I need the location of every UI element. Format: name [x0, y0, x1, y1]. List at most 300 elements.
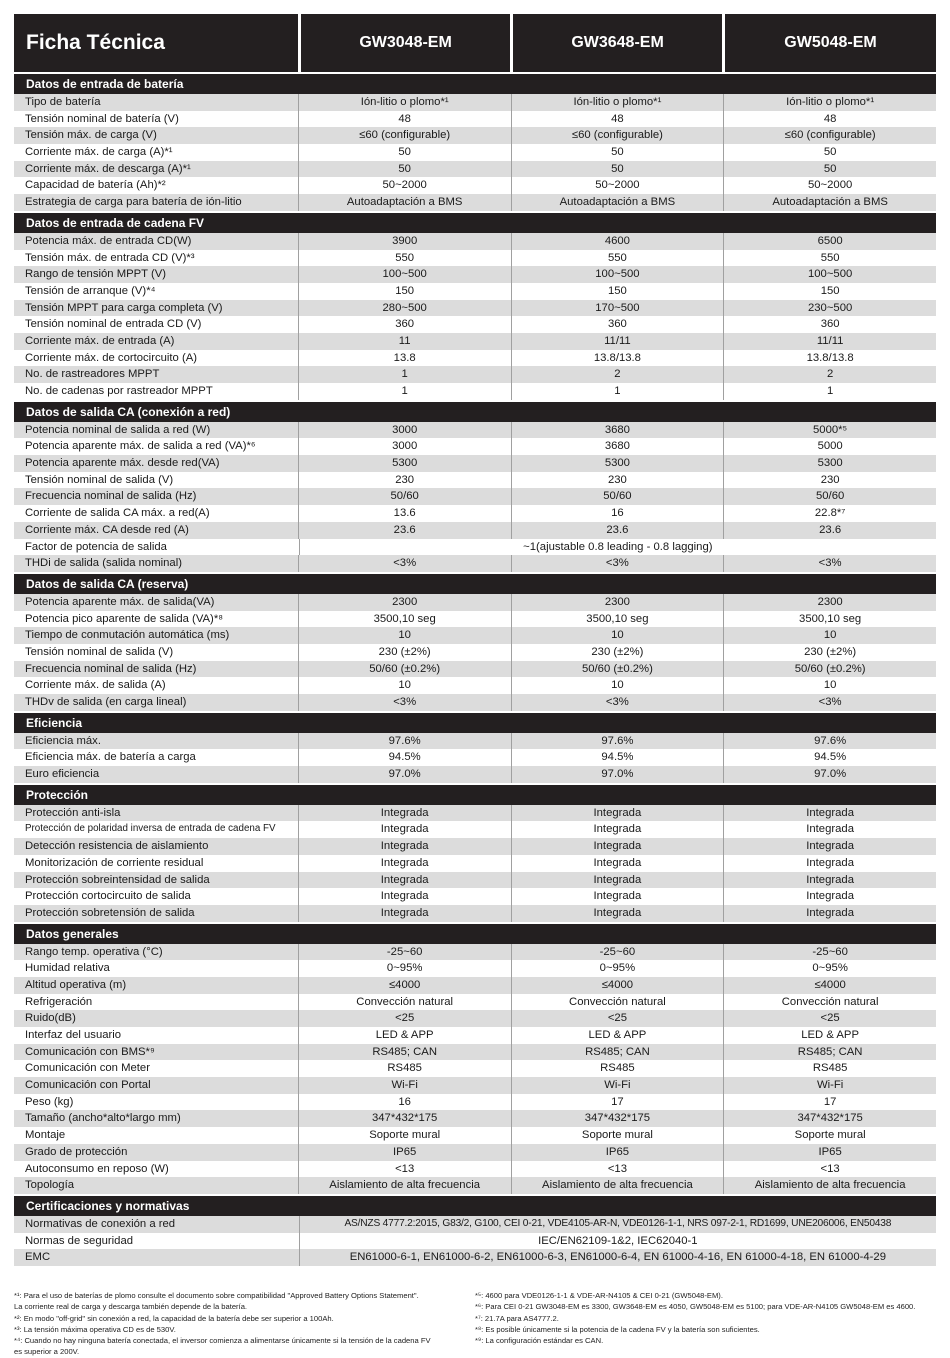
table-row — [14, 1161, 936, 1178]
row-label: Tamaño (ancho*alto*largo mm) — [25, 1112, 181, 1125]
row-value: Integrada — [723, 872, 936, 889]
table-row — [14, 627, 936, 644]
row-label: Topología — [25, 1179, 74, 1192]
row-label: Normas de seguridad — [25, 1234, 134, 1247]
row-value: 100~500 — [298, 266, 511, 283]
row-value: 97.0% — [511, 766, 724, 783]
table-row — [14, 644, 936, 661]
row-label: Corriente de salida CA máx. a red(A) — [25, 507, 210, 520]
row-value: 1 — [511, 383, 724, 400]
row-value: -25~60 — [511, 944, 724, 961]
row-label: Tensión nominal de batería (V) — [25, 112, 179, 125]
row-value: Ión-litio o plomo*¹ — [298, 94, 511, 111]
row-value: <25 — [511, 1010, 724, 1027]
section-header: Certificaciones y normativas — [14, 1196, 936, 1216]
table-row — [14, 283, 936, 300]
row-value: 2300 — [298, 594, 511, 611]
row-value: 550 — [511, 250, 724, 267]
row-value: Wi-Fi — [723, 1077, 936, 1094]
row-value: 3000 — [298, 438, 511, 455]
row-label: Montaje — [25, 1129, 66, 1142]
table-row — [14, 250, 936, 267]
row-label: Tensión MPPT para carga completa (V) — [25, 301, 223, 314]
row-label: Potencia pico aparente de salida (VA)*⁸ — [25, 612, 223, 625]
row-label: Protección sobretensión de salida — [25, 906, 195, 919]
table-row — [14, 977, 936, 994]
row-value: 97.0% — [298, 766, 511, 783]
table-row — [14, 1094, 936, 1111]
row-value: 50 — [298, 144, 511, 161]
row-value: 1 — [298, 383, 511, 400]
row-value: 2 — [511, 366, 724, 383]
row-value: <3% — [723, 694, 936, 711]
row-value: Integrada — [723, 821, 936, 838]
table-row — [14, 960, 936, 977]
row-value: IP65 — [723, 1144, 936, 1161]
row-value: 13.8 — [298, 350, 511, 367]
row-label: Rango temp. operativa (°C) — [25, 945, 163, 958]
footnote: *⁸: Es posible únicamente si la potencia de la cadena FV y la batería son suficientes. — [475, 1324, 760, 1334]
table-row — [14, 333, 936, 350]
footnote: es superior a 200V. — [14, 1347, 80, 1357]
row-value: 50 — [511, 144, 724, 161]
row-value: Integrada — [723, 838, 936, 855]
row-value: <3% — [298, 694, 511, 711]
table-row — [14, 1177, 936, 1194]
row-value: 150 — [723, 283, 936, 300]
row-value: Ión-litio o plomo*¹ — [723, 94, 936, 111]
row-label: Potencia máx. de entrada CD(W) — [25, 234, 192, 247]
table-row — [14, 1060, 936, 1077]
model-header-3: GW5048-EM — [722, 14, 936, 72]
row-label: Corriente máx. de salida (A) — [25, 679, 166, 692]
table-row — [14, 821, 936, 838]
table-row — [14, 94, 936, 111]
row-value: <3% — [298, 555, 511, 572]
table-row — [14, 1249, 936, 1266]
row-value: IP65 — [511, 1144, 724, 1161]
row-value: <3% — [723, 555, 936, 572]
row-value: 16 — [298, 1094, 511, 1111]
row-label: Altitud operativa (m) — [25, 978, 127, 991]
table-row — [14, 1110, 936, 1127]
row-label: Corriente máx. de cortocircuito (A) — [25, 351, 198, 364]
row-value: 10 — [723, 627, 936, 644]
table-row — [14, 555, 936, 572]
row-value: 6500 — [723, 233, 936, 250]
row-value: 48 — [511, 111, 724, 128]
row-label: Tipo de batería — [25, 96, 101, 108]
table-row — [14, 905, 936, 922]
table-row — [14, 1127, 936, 1144]
row-label: Potencia aparente máx. de salida(VA) — [25, 595, 215, 608]
row-value: -25~60 — [298, 944, 511, 961]
table-row — [14, 144, 936, 161]
row-value: Autoadaptación a BMS — [723, 194, 936, 211]
row-value: <13 — [298, 1161, 511, 1178]
section-header: Datos de salida CA (reserva) — [14, 574, 936, 594]
row-value: 4600 — [511, 233, 724, 250]
row-value: 10 — [511, 627, 724, 644]
row-value: 48 — [298, 111, 511, 128]
row-value: 97.0% — [723, 766, 936, 783]
row-value: Integrada — [511, 855, 724, 872]
row-value: 50/60 (±0.2%) — [511, 661, 724, 678]
row-value-merged: EN61000-6-1, EN61000-6-2, EN61000-6-3, EN61000-6-4, EN 61000-4-16, EN 61000-4-18, EN 61000-4-29 — [299, 1249, 936, 1266]
row-value: 5000*⁵ — [723, 422, 936, 439]
row-value: Ión-litio o plomo*¹ — [511, 94, 724, 111]
row-label: No. de rastreadores MPPT — [25, 368, 160, 381]
row-label: Corriente máx. de entrada (A) — [25, 334, 175, 347]
table-row — [14, 438, 936, 455]
row-value: 5300 — [511, 455, 724, 472]
row-value: 150 — [511, 283, 724, 300]
row-value: 94.5% — [511, 749, 724, 766]
table-row — [14, 194, 936, 211]
row-value: <13 — [723, 1161, 936, 1178]
row-value: RS485; CAN — [723, 1044, 936, 1061]
section-header: Protección — [14, 785, 936, 805]
row-value: 550 — [723, 250, 936, 267]
row-value: 347*432*175 — [298, 1110, 511, 1127]
row-label: Corriente máx. CA desde red (A) — [25, 523, 189, 536]
table-row — [14, 1044, 936, 1061]
row-value: <25 — [298, 1010, 511, 1027]
page-title: Ficha Técnica — [26, 31, 165, 54]
table-row — [14, 1144, 936, 1161]
footnote: *¹: Para el uso de baterías de plomo consulte el documento sobre compatibilidad "Approved Battery Options Statement". — [14, 1291, 419, 1300]
table-row — [14, 522, 936, 539]
row-label: Eficiencia máx. de batería a carga — [25, 751, 196, 764]
table-row — [14, 455, 936, 472]
row-value: 100~500 — [511, 266, 724, 283]
table-header — [14, 14, 936, 72]
table-row — [14, 838, 936, 855]
row-value: 10 — [298, 677, 511, 694]
row-label: Protección de polaridad inversa de entrada de cadena FV — [25, 823, 276, 835]
row-value: ≤60 (configurable) — [511, 127, 724, 144]
row-label: Tensión nominal de entrada CD (V) — [25, 318, 202, 331]
row-label: Potencia aparente máx. desde red(VA) — [25, 457, 220, 470]
row-value: Integrada — [298, 888, 511, 905]
row-value: ≤4000 — [511, 977, 724, 994]
table-row — [14, 383, 936, 400]
table-row — [14, 366, 936, 383]
row-value: 360 — [723, 316, 936, 333]
row-value: Integrada — [298, 821, 511, 838]
row-value: 3680 — [511, 422, 724, 439]
model-header-2: GW3648-EM — [510, 14, 722, 72]
row-value: Aislamiento de alta frecuencia — [511, 1177, 724, 1194]
row-label: Grado de protección — [25, 1145, 128, 1158]
table-row — [14, 888, 936, 905]
row-label: Capacidad de batería (Ah)*² — [25, 179, 166, 192]
section-header: Datos generales — [14, 924, 936, 944]
table-row — [14, 677, 936, 694]
table-row — [14, 177, 936, 194]
row-value: 2 — [723, 366, 936, 383]
row-label: Tensión nominal de salida (V) — [25, 473, 174, 486]
table-row — [14, 111, 936, 128]
row-value: 0~95% — [511, 960, 724, 977]
row-label: THDi de salida (salida nominal) — [25, 557, 182, 570]
row-label: Frecuencia nominal de salida (Hz) — [25, 662, 197, 675]
row-value-merged: ~1(ajustable 0.8 leading - 0.8 lagging) — [299, 539, 936, 556]
row-value: Integrada — [298, 855, 511, 872]
row-value: 50/60 (±0.2%) — [298, 661, 511, 678]
row-value: 5300 — [723, 455, 936, 472]
row-value: 94.5% — [298, 749, 511, 766]
row-value: 23.6 — [723, 522, 936, 539]
row-value: ≤4000 — [723, 977, 936, 994]
row-value: 48 — [723, 111, 936, 128]
row-value: RS485 — [511, 1060, 724, 1077]
row-label: Tensión nominal de salida (V) — [25, 645, 174, 658]
footnote: *⁶: Para CEI 0-21 GW3048-EM es 3300, GW3648-EM es 4050, GW5048-EM es 5100; para VDE-AR-N4105 GW5048-EM es 4600. — [475, 1302, 916, 1312]
row-value: -25~60 — [723, 944, 936, 961]
row-label: Potencia nominal de salida a red (W) — [25, 423, 211, 436]
row-value: <13 — [511, 1161, 724, 1178]
row-value: 11/11 — [511, 333, 724, 350]
row-label: THDv de salida (en carga lineal) — [25, 696, 187, 708]
row-value: 94.5% — [723, 749, 936, 766]
table-row — [14, 661, 936, 678]
row-value: RS485; CAN — [511, 1044, 724, 1061]
row-value: 5000 — [723, 438, 936, 455]
row-value: 50/60 (±0.2%) — [723, 661, 936, 678]
table-row — [14, 488, 936, 505]
row-value: IP65 — [298, 1144, 511, 1161]
row-label: Humidad relativa — [25, 962, 110, 975]
table-row — [14, 350, 936, 367]
datasheet-table — [14, 14, 936, 1266]
row-value: 97.6% — [723, 733, 936, 750]
row-value: 13.8/13.8 — [723, 350, 936, 367]
row-value: 170~500 — [511, 300, 724, 317]
table-row — [14, 1077, 936, 1094]
row-label: Estrategia de carga para batería de ión-litio — [25, 196, 242, 209]
row-value: 50 — [511, 161, 724, 178]
row-value: 230 — [511, 472, 724, 489]
table-row — [14, 766, 936, 783]
table-row — [14, 472, 936, 489]
row-value: 97.6% — [511, 733, 724, 750]
row-value: Soporte mural — [723, 1127, 936, 1144]
section-header: Datos de entrada de batería — [14, 74, 936, 94]
row-value: 50/60 — [511, 488, 724, 505]
row-value: 280~500 — [298, 300, 511, 317]
row-label: Rango de tensión MPPT (V) — [25, 268, 167, 281]
table-row — [14, 127, 936, 144]
row-value: 230 — [298, 472, 511, 489]
row-label: Protección anti-isla — [25, 806, 121, 819]
table-row — [14, 994, 936, 1011]
row-value: Integrada — [511, 872, 724, 889]
row-label: Potencia aparente máx. de salida a red (VA)*⁶ — [25, 440, 256, 453]
row-value: 10 — [298, 627, 511, 644]
row-value: 150 — [298, 283, 511, 300]
row-value: Convección natural — [298, 994, 511, 1011]
footnotes — [14, 1290, 936, 1358]
row-label: Tensión máx. de carga (V) — [25, 129, 157, 142]
row-value: 347*432*175 — [723, 1110, 936, 1127]
row-value: 3500,10 seg — [511, 611, 724, 628]
row-value: 50 — [723, 144, 936, 161]
table-row — [14, 161, 936, 178]
row-value: 23.6 — [298, 522, 511, 539]
row-value: 230~500 — [723, 300, 936, 317]
table-row — [14, 1027, 936, 1044]
row-value: Integrada — [511, 888, 724, 905]
row-value: 1 — [298, 366, 511, 383]
row-value: LED & APP — [723, 1027, 936, 1044]
row-value: 23.6 — [511, 522, 724, 539]
footnotes-left — [14, 1290, 475, 1358]
footnote: *⁴: Cuando no hay ninguna batería conectada, el inversor comienza a alimentarse únicamente si la tensión de la cadena FV — [14, 1336, 431, 1346]
row-value: 3900 — [298, 233, 511, 250]
table-row — [14, 316, 936, 333]
row-value: 100~500 — [723, 266, 936, 283]
section-header: Datos de salida CA (conexión a red) — [14, 402, 936, 422]
row-value: Integrada — [723, 855, 936, 872]
row-label: Comunicación con Meter — [25, 1062, 150, 1075]
row-value: 50/60 — [298, 488, 511, 505]
row-value: ≤60 (configurable) — [298, 127, 511, 144]
model-header-1: GW3048-EM — [298, 14, 510, 72]
row-value: ≤4000 — [298, 977, 511, 994]
row-value: 50 — [298, 161, 511, 178]
row-value: 10 — [723, 677, 936, 694]
row-value: LED & APP — [298, 1027, 511, 1044]
row-value: Integrada — [298, 838, 511, 855]
row-value: Wi-Fi — [298, 1077, 511, 1094]
row-value: Autoadaptación a BMS — [298, 194, 511, 211]
row-label: Corriente máx. de descarga (A)*¹ — [25, 162, 191, 175]
row-value: 11/11 — [723, 333, 936, 350]
row-value: <25 — [723, 1010, 936, 1027]
row-value-merged: AS/NZS 4777.2:2015, G83/2, G100, CEI 0-21, VDE4105-AR-N, VDE0126-1-1, NRS 097-2-1, RD1699, UNE206006, EN50438 — [299, 1216, 936, 1233]
row-value: RS485 — [298, 1060, 511, 1077]
row-value: Autoadaptación a BMS — [511, 194, 724, 211]
row-value: LED & APP — [511, 1027, 724, 1044]
row-value: 3680 — [511, 438, 724, 455]
footnote: La corriente real de carga y descarga también depende de la batería. — [14, 1302, 248, 1312]
row-value: RS485; CAN — [298, 1044, 511, 1061]
table-row — [14, 266, 936, 283]
footnote: *⁵: 4600 para VDE0126-1-1 & VDE-AR-N4105 & CEI 0-21 (GW5048-EM). — [475, 1291, 723, 1300]
row-label: Corriente máx. de carga (A)*¹ — [25, 146, 173, 159]
row-value: 230 (±2%) — [298, 644, 511, 661]
row-label: Peso (kg) — [25, 1095, 74, 1108]
row-value: 17 — [511, 1094, 724, 1111]
row-value: 16 — [511, 505, 724, 522]
row-value: 5300 — [298, 455, 511, 472]
row-value: 22.8*⁷ — [723, 505, 936, 522]
row-value: Soporte mural — [511, 1127, 724, 1144]
footnote: *⁷: 21.7A para AS4777.2. — [475, 1313, 559, 1323]
row-value: Integrada — [511, 838, 724, 855]
row-value: Soporte mural — [298, 1127, 511, 1144]
row-value: Wi-Fi — [511, 1077, 724, 1094]
table-row — [14, 733, 936, 750]
row-value: Integrada — [298, 805, 511, 822]
row-value: Integrada — [723, 805, 936, 822]
row-value: Integrada — [723, 905, 936, 922]
row-value: 347*432*175 — [511, 1110, 724, 1127]
row-label: Tensión de arranque (V)*⁴ — [25, 284, 156, 297]
row-value: 3000 — [298, 422, 511, 439]
row-value: Aislamiento de alta frecuencia — [723, 1177, 936, 1194]
row-value: 1 — [723, 383, 936, 400]
table-row — [14, 749, 936, 766]
row-value: 360 — [511, 316, 724, 333]
row-value: 10 — [511, 677, 724, 694]
row-label: Eficiencia máx. — [25, 734, 101, 747]
row-label: Protección cortocircuito de salida — [25, 890, 191, 903]
row-label: No. de cadenas por rastreador MPPT — [25, 385, 213, 397]
row-value: Convección natural — [511, 994, 724, 1011]
row-value: Integrada — [298, 905, 511, 922]
row-value: <3% — [511, 694, 724, 711]
table-row — [14, 855, 936, 872]
row-label: Detección resistencia de aislamiento — [25, 840, 209, 853]
row-value: Aislamiento de alta frecuencia — [298, 1177, 511, 1194]
row-value: Convección natural — [723, 994, 936, 1011]
row-value: 2300 — [723, 594, 936, 611]
row-value: 360 — [298, 316, 511, 333]
table-row — [14, 872, 936, 889]
row-value: 50/60 — [723, 488, 936, 505]
table-row — [14, 1010, 936, 1027]
table-row — [14, 694, 936, 711]
row-value: 13.8/13.8 — [511, 350, 724, 367]
row-label: Autoconsumo en reposo (W) — [25, 1162, 169, 1175]
row-label: Comunicación con BMS*⁹ — [25, 1045, 155, 1058]
row-label: EMC — [25, 1251, 51, 1264]
row-label: Tensión máx. de entrada CD (V)*³ — [25, 251, 195, 264]
table-row — [14, 300, 936, 317]
row-value: 3500,10 seg — [723, 611, 936, 628]
row-value: 17 — [723, 1094, 936, 1111]
row-value: 13.6 — [298, 505, 511, 522]
row-label: Ruido(dB) — [25, 1012, 76, 1025]
row-value: 11 — [298, 333, 511, 350]
row-label: Tiempo de conmutación automática (ms) — [25, 629, 230, 642]
row-value: 550 — [298, 250, 511, 267]
row-value: 50 — [723, 161, 936, 178]
row-value: 230 (±2%) — [511, 644, 724, 661]
footnote: *⁹: La configuración estándar es CAN. — [475, 1336, 604, 1346]
table-row — [14, 594, 936, 611]
row-value: Integrada — [298, 872, 511, 889]
table-row — [14, 1216, 936, 1233]
row-value: 50~2000 — [298, 177, 511, 194]
table-row — [14, 233, 936, 250]
footnote: *²: En modo "off-grid" sin conexión a red, la capacidad de la batería debe ser superior a 100Ah. — [14, 1313, 334, 1323]
footnote: *³: La tensión máxima operativa CD es de 530V. — [14, 1324, 176, 1334]
table-row — [14, 422, 936, 439]
row-label: Protección sobreintensidad de salida — [25, 873, 210, 886]
section-header: Datos de entrada de cadena FV — [14, 213, 936, 233]
footnotes-right — [475, 1290, 936, 1358]
row-value: 0~95% — [723, 960, 936, 977]
row-value: <3% — [511, 555, 724, 572]
row-label: Refrigeración — [25, 995, 93, 1008]
table-row — [14, 1233, 936, 1250]
row-label: Factor de potencia de salida — [25, 540, 167, 553]
table-body — [14, 74, 936, 1266]
row-value: Integrada — [511, 805, 724, 822]
